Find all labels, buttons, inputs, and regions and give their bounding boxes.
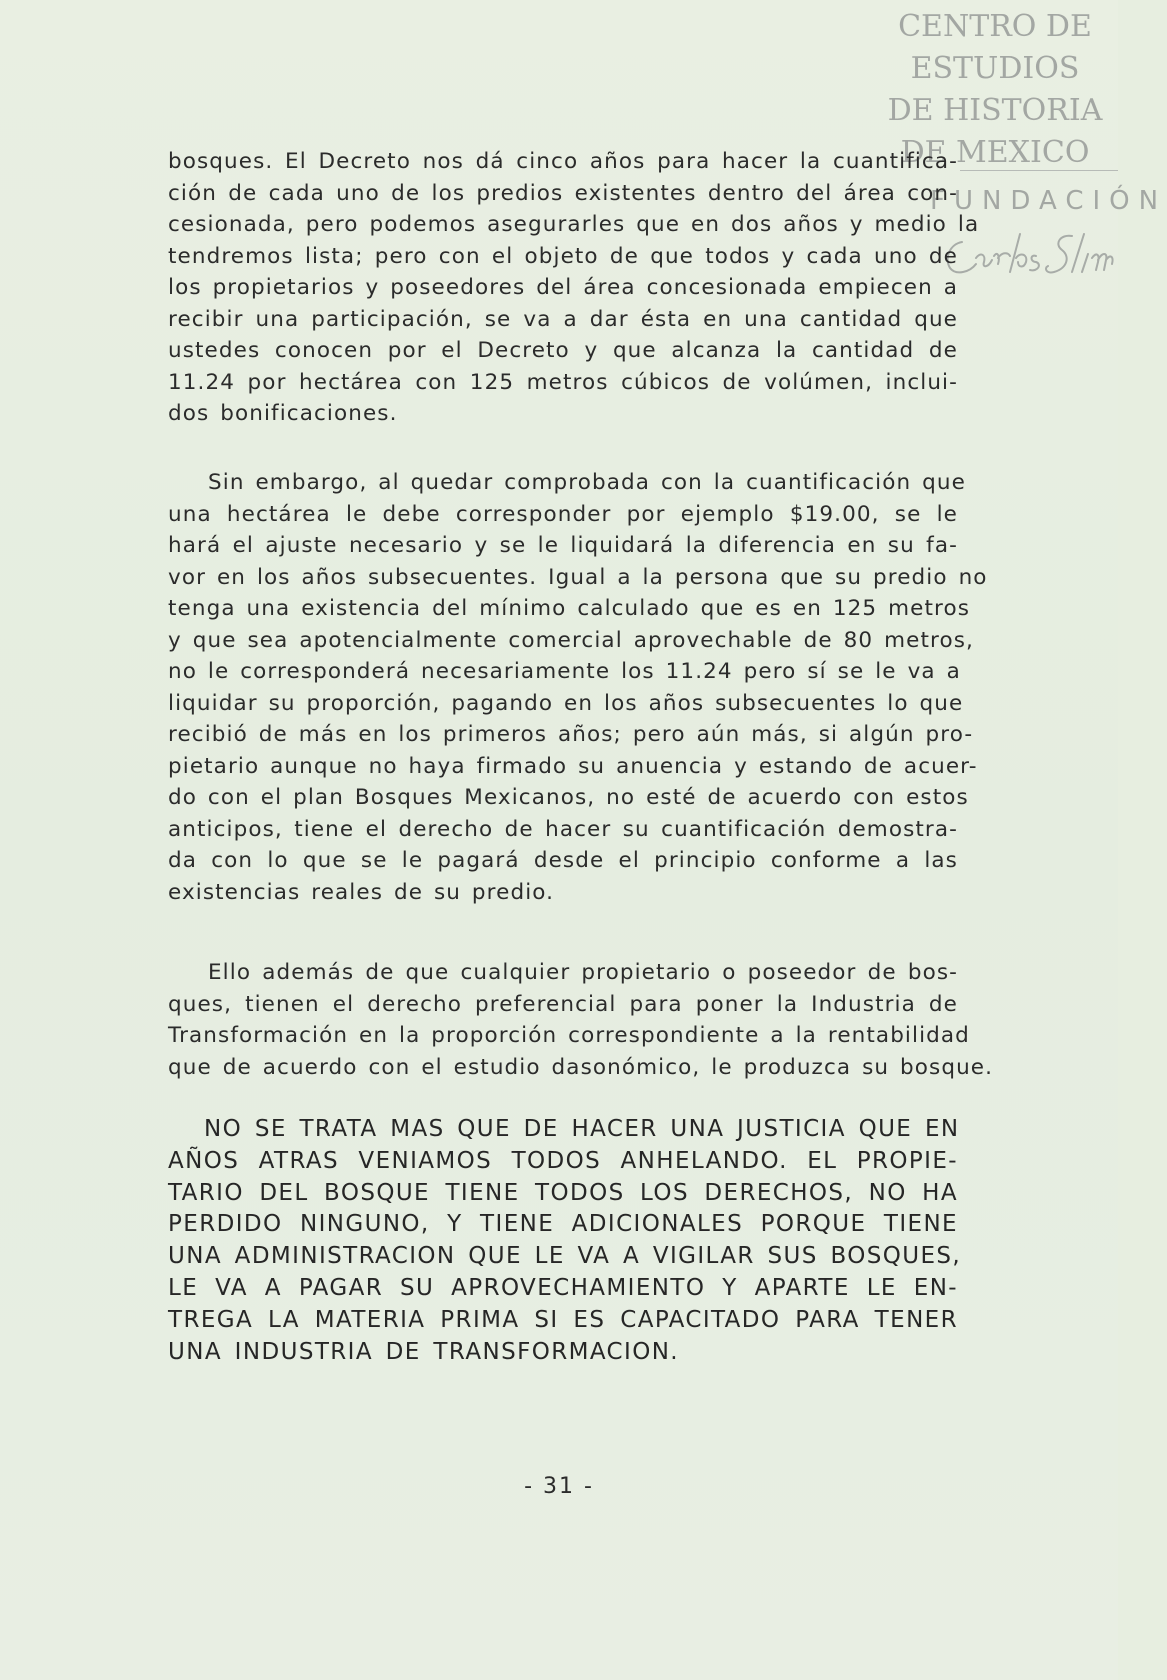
text-line: que de acuerdo con el estudio dasonómico, le produzca su bosque.	[168, 1054, 994, 1080]
text-line: 11.24 por hectárea con 125 metros cúbicos de volúmen, inclui-	[168, 369, 958, 395]
text-line: AÑOS ATRAS VENIAMOS TODOS ANHELANDO. EL PROPIE-	[168, 1147, 958, 1174]
page-number: - 31 -	[524, 1474, 594, 1499]
text-line: bosques. El Decreto nos dá cinco años para hacer la cuantifica-	[168, 149, 958, 174]
text-line: PERDIDO NINGUNO, Y TIENE ADICIONALES PORQUE TIENE	[168, 1211, 958, 1238]
text-line: liquidar su proporción, pagando en los años subsecuentes lo que	[168, 690, 964, 716]
text-line: ustedes conocen por el Decreto y que alcanza la cantidad de	[168, 338, 958, 363]
text-line: TREGA LA MATERIA PRIMA SI ES CAPACITADO PARA TENER	[168, 1306, 958, 1333]
text-line: Ello además de que cualquier propietario o poseedor de bos-	[208, 960, 958, 985]
watermark-line: DE MEXICO	[900, 135, 1090, 170]
watermark-fundacion: FUNDACIÓN	[930, 186, 1167, 216]
text-line: anticipos, tiene el derecho de hacer su cuantificación demostra-	[168, 816, 958, 842]
watermark-line: ESTUDIOS	[910, 51, 1080, 86]
text-line: Sin embargo, al quedar comprobada con la cuantificación que	[208, 470, 966, 495]
text-line: una hectárea le debe corresponder por ejemplo $19.00, se le	[168, 501, 958, 527]
watermark-divider	[960, 170, 1118, 171]
text-line: pietario aunque no haya firmado su anuencia y estando de acuer-	[168, 753, 978, 779]
text-line: recibir una participación, se va a dar ésta en una cantidad que	[168, 306, 958, 332]
text-line: cesionada, pero podemos asegurarles que en dos años y medio la	[168, 212, 980, 237]
paragraph	[168, 467, 988, 908]
uppercase-paragraph	[168, 1114, 962, 1368]
text-line: UNA ADMINISTRACION QUE LE VA A VIGILAR SUS BOSQUES,	[168, 1243, 962, 1270]
text-line: ques, tienen el derecho preferencial para poner la Industria de	[168, 991, 958, 1017]
text-line: ción de cada uno de los predios existentes dentro del área con-	[168, 180, 958, 206]
text-line: UNA INDUSTRIA DE TRANSFORMACION.	[168, 1338, 680, 1365]
paragraph	[168, 957, 994, 1083]
text-line: NO SE TRATA MAS QUE DE HACER UNA JUSTICIA QUE EN	[204, 1116, 960, 1142]
watermark-line: DE HISTORIA	[887, 93, 1103, 128]
text-line: y que sea apotencialmente comercial aprovechable de 80 metros,	[168, 627, 974, 653]
text-line: tenga una existencia del mínimo calculado que es en 125 metros	[168, 596, 971, 621]
watermark-line: CENTRO DE	[898, 9, 1092, 44]
text-line: Transformación en la proporción correspondiente a la rentabilidad	[168, 1023, 970, 1048]
text-line: no le corresponderá necesariamente los 11.24 pero sí se le va a	[168, 659, 961, 684]
text-line: LE VA A PAGAR SU APROVECHAMIENTO Y APARTE LE EN-	[168, 1274, 958, 1301]
text-line: vor en los años subsecuentes. Igual a la persona que su predio no	[168, 564, 988, 590]
text-line: da con lo que se le pagará desde el principio conforme a las	[168, 848, 958, 873]
text-line: recibió de más en los primeros años; pero aún más, si algún pro-	[168, 722, 974, 747]
text-line: do con el plan Bosques Mexicanos, no esté de acuerdo con estos	[168, 785, 969, 810]
text-line: dos bonificaciones.	[168, 401, 398, 426]
text-line: existencias reales de su predio.	[168, 879, 555, 905]
paragraph	[168, 146, 980, 430]
text-line: tendremos lista; pero con el objeto de que todos y cada uno de	[168, 243, 958, 269]
text-line: TARIO DEL BOSQUE TIENE TODOS LOS DERECHOS, NO HA	[168, 1179, 958, 1206]
text-line: hará el ajuste necesario y se le liquidará la diferencia en su fa-	[168, 533, 958, 558]
text-line: los propietarios y poseedores del área concesionada empiecen a	[168, 275, 959, 300]
